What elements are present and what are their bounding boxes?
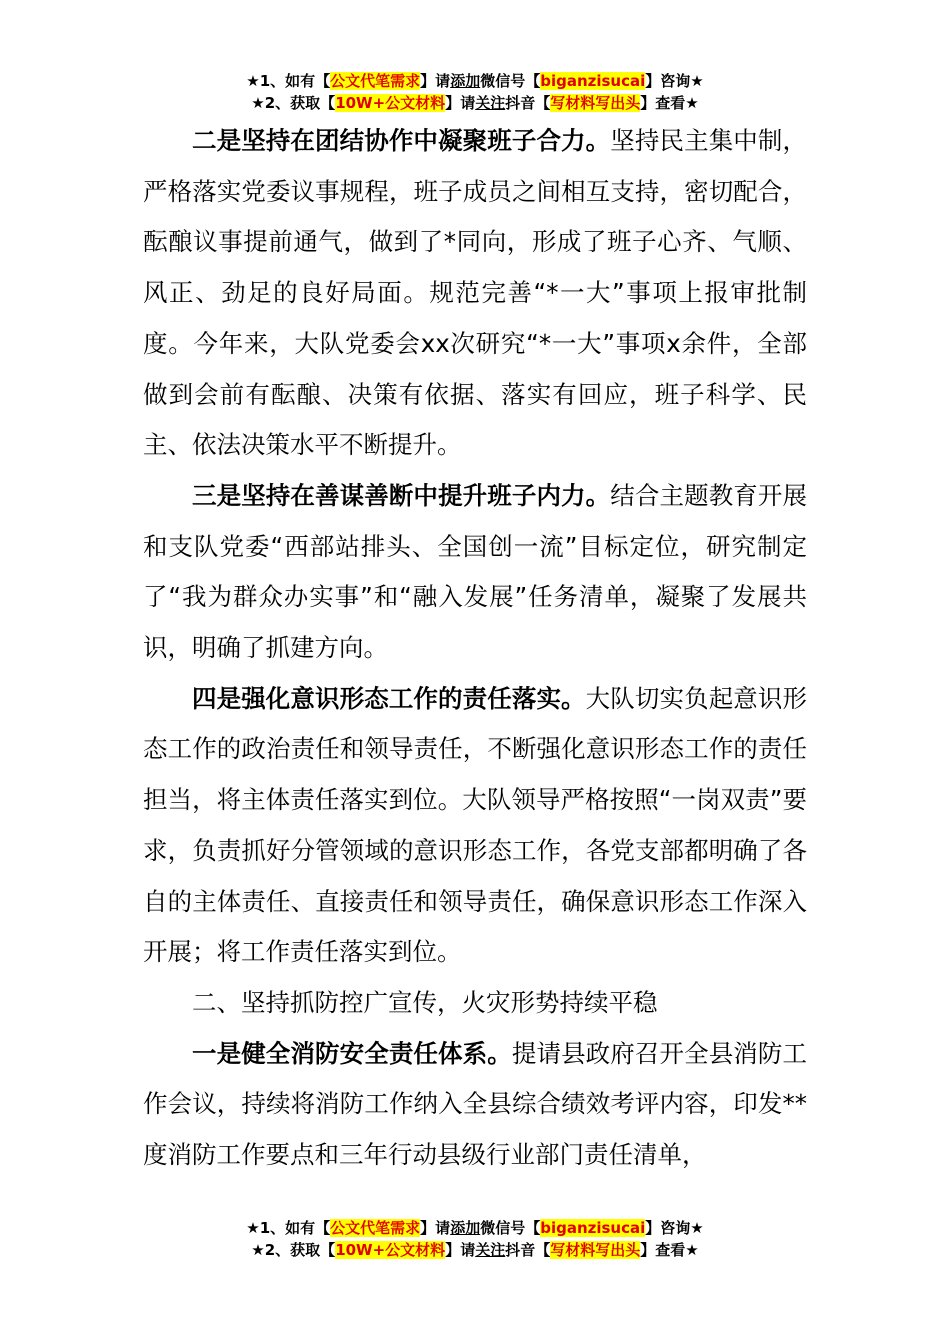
highlight-douyin: 写材料写出头 xyxy=(550,1241,641,1259)
paragraph xyxy=(143,674,807,978)
banner-line-1: ★1、如有【公文代笔需求】请添加微信号【biganzisucai】咨询★ xyxy=(246,1219,704,1237)
paragraph-text: 大队切实负起意识形态工作的政治责任和领导责任，不断强化意识形态工作的责任担当，将主体责任落实到位。大队领导严格按照“一岗双责”要求，负责抓好分管领域的意识形态工作，各党支部都明确了各自的主体责任、直接责任和领导责任，确保意识形态工作深入开展；将工作责任落实到位。 xyxy=(143,683,808,967)
document-body xyxy=(143,116,807,1181)
paragraph-lead: 四是强化意识形态工作的责任落实。 xyxy=(192,683,586,713)
paragraph-text: 结合主题教育开展和支队党委“西部站排头、全国创一流”目标定位，研究制定了“我为群众办实事”和“融入发展”任务清单，凝聚了发展共识，明确了抓建方向。 xyxy=(143,480,808,663)
banner-line-2: ★2、获取【10W+公文材料】请关注抖音【写材料写出头】查看★ xyxy=(251,1241,699,1259)
paragraph-text: 二、坚持抓防控广宣传，火灾形势持续平稳 xyxy=(192,987,658,1017)
paragraph-lead: 二是坚持在团结协作中凝聚班子合力。 xyxy=(192,126,611,155)
highlight-douyin: 写材料写出头 xyxy=(550,94,641,112)
paragraph xyxy=(143,1029,807,1181)
highlight-wechat-id: biganzisucai xyxy=(540,72,646,90)
highlight-materials: 10W+公文材料 xyxy=(335,1241,446,1259)
paragraph-lead: 三是坚持在善谋善断中提升班子内力。 xyxy=(192,480,611,510)
highlight-materials: 10W+公文材料 xyxy=(335,94,446,112)
highlight-wechat-id: biganzisucai xyxy=(540,1219,646,1237)
section-heading xyxy=(143,978,807,1029)
highlight-service: 公文代笔需求 xyxy=(330,72,421,90)
banner-line-1: ★1、如有【公文代笔需求】请添加微信号【biganzisucai】咨询★ xyxy=(246,72,704,90)
paragraph xyxy=(143,471,807,674)
paragraph-text: 坚持民主集中制，严格落实党委议事规程，班子成员之间相互支持，密切配合，酝酿议事提前通气，做到了*同向，形成了班子心齐、气顺、风正、劲足的良好局面。规范完善“*一大”事项上报审批制度。今年来，大队党委会xx次研究“*一大”事项x余件，全部做到会前有酝酿、决策有依据、落实有回应，班子科学、民主、依法决策水平不断提升。 xyxy=(143,126,808,460)
paragraph xyxy=(143,116,807,471)
paragraph-text: 提请县政府召开全县消防工作会议，持续将消防工作纳入全县综合绩效考评内容，印发**度消防工作要点和三年行动县级行业部门责任清单， xyxy=(143,1038,808,1170)
paragraph-lead: 一是健全消防安全责任体系。 xyxy=(192,1038,512,1068)
footer-banner xyxy=(0,1217,950,1261)
header-banner xyxy=(0,70,950,114)
highlight-service: 公文代笔需求 xyxy=(330,1219,421,1237)
banner-line-2: ★2、获取【10W+公文材料】请关注抖音【写材料写出头】查看★ xyxy=(251,94,699,112)
